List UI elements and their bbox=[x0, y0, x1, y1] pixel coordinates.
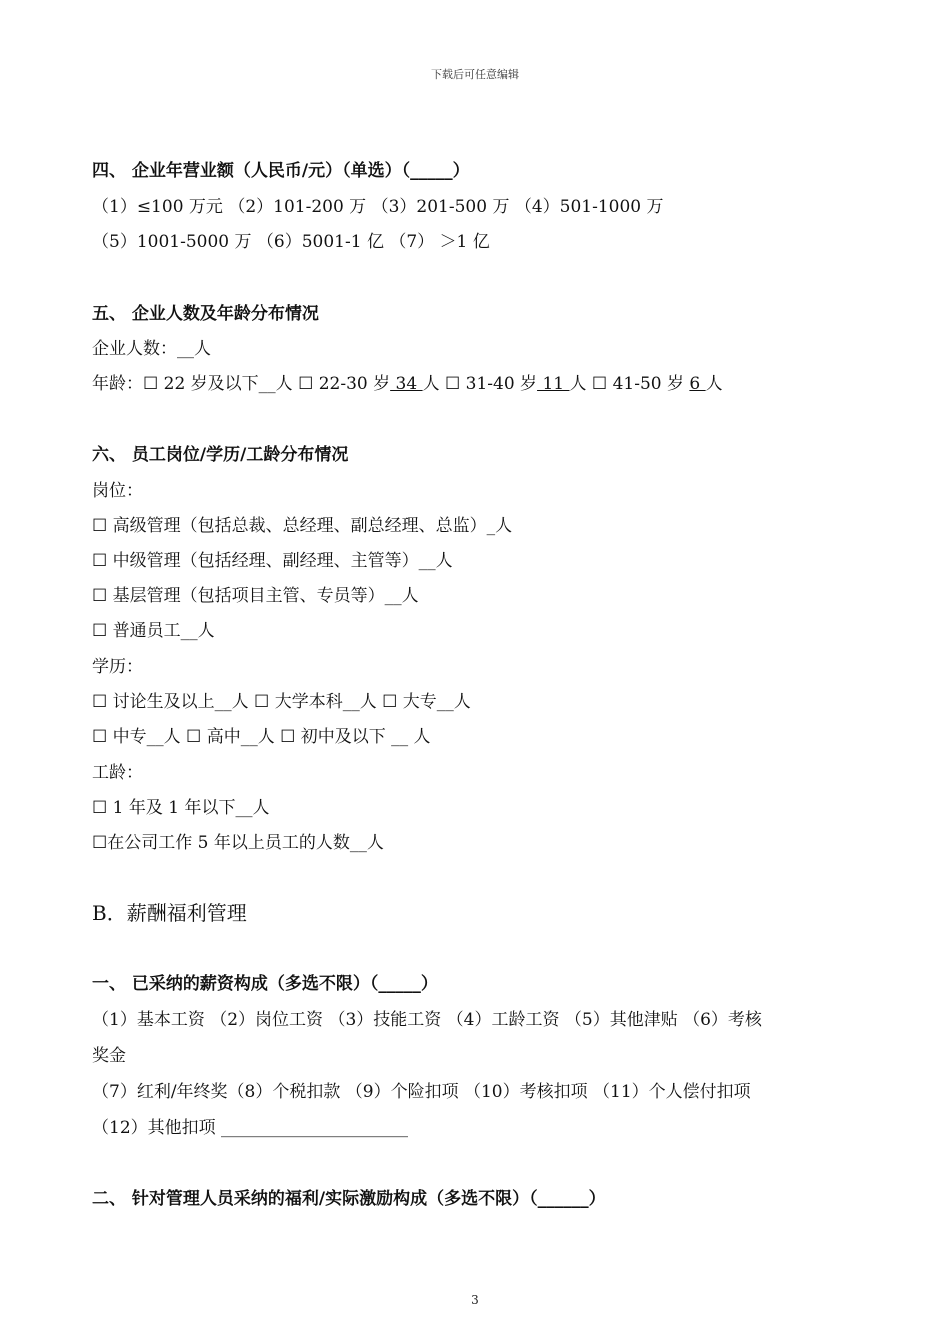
q6-tenure-label: 工龄： bbox=[92, 763, 143, 783]
q6-title: 六、 员工岗位/学历/工龄分布情况 bbox=[92, 445, 349, 465]
q5-title: 五、 企业人数及年龄分布情况 bbox=[92, 304, 319, 324]
q6-tenure-row-1: ☐ 1 年及 1 年以下__人 bbox=[92, 798, 270, 818]
q6-position-staff: ☐ 普通员工__人 bbox=[92, 621, 215, 641]
age-mid-2: 人 ☐ 41-50 岁 bbox=[569, 374, 690, 394]
q6-position-senior: ☐ 高级管理（包括总裁、总经理、副总经理、总监）_人 bbox=[92, 516, 513, 536]
b-q1-options-row-1-cont: 奖金 bbox=[92, 1046, 126, 1066]
b-q1-options-row-3: （12）其他扣项 ______________________ bbox=[92, 1118, 409, 1138]
q6-education-label: 学历： bbox=[92, 657, 143, 677]
q4-options-row-2: （5）1001-5000 万 （6）5001-1 亿 （7） ＞1 亿 bbox=[92, 232, 490, 252]
page-header: 下载后可任意编辑 bbox=[431, 68, 519, 81]
b-q1-options-row-1: （1）基本工资 （2）岗位工资 （3）技能工资 （4）工龄工资 （5）其他津贴 （6）考核 bbox=[92, 1010, 762, 1030]
q4-options-row-1: （1）≤100 万元 （2）101-200 万 （3）201-500 万 （4）501-1000 万 bbox=[92, 197, 664, 217]
q6-education-row-2: ☐ 中专__人 ☐ 高中__人 ☐ 初中及以下 __ 人 bbox=[92, 727, 431, 747]
page-number: 3 bbox=[471, 1293, 479, 1307]
age-end: 人 bbox=[705, 374, 723, 394]
age-22-30-value: 34 bbox=[390, 374, 423, 394]
age-prefix: 年龄：☐ 22 岁及以下__人 ☐ 22-30 岁 bbox=[92, 374, 391, 394]
q6-education-row-1: ☐ 讨论生及以上__人 ☐ 大学本科__人 ☐ 大专__人 bbox=[92, 692, 471, 712]
section-b-title: B．薪酬福利管理 bbox=[92, 901, 247, 925]
q4-title: 四、 企业年营业额（人民币/元）（单选）（_____） bbox=[92, 161, 470, 181]
q5-age-distribution bbox=[92, 373, 723, 395]
age-31-40-value: 11 bbox=[537, 374, 570, 394]
age-mid-1: 人 ☐ 31-40 岁 bbox=[422, 374, 538, 394]
age-41-50-value: 6 bbox=[689, 374, 706, 394]
q6-tenure-row-2: ☐在公司工作 5 年以上员工的人数__人 bbox=[92, 833, 384, 853]
b-q2-title: 二、 针对管理人员采纳的福利/实际激励构成（多选不限）（______） bbox=[92, 1189, 606, 1209]
b-q1-options-row-2: （7）红利/年终奖（8）个税扣款 （9）个险扣项 （10）考核扣项 （11）个人偿付扣项 bbox=[92, 1082, 751, 1102]
q6-position-junior: ☐ 基层管理（包括项目主管、专员等）__人 bbox=[92, 586, 419, 606]
q6-position-middle: ☐ 中级管理（包括经理、副经理、主管等）__人 bbox=[92, 551, 453, 571]
q6-position-label: 岗位： bbox=[92, 481, 143, 501]
q5-employee-count: 企业人数：__人 bbox=[92, 339, 211, 359]
b-q1-title: 一、 已采纳的薪资构成（多选不限）（_____） bbox=[92, 974, 438, 994]
